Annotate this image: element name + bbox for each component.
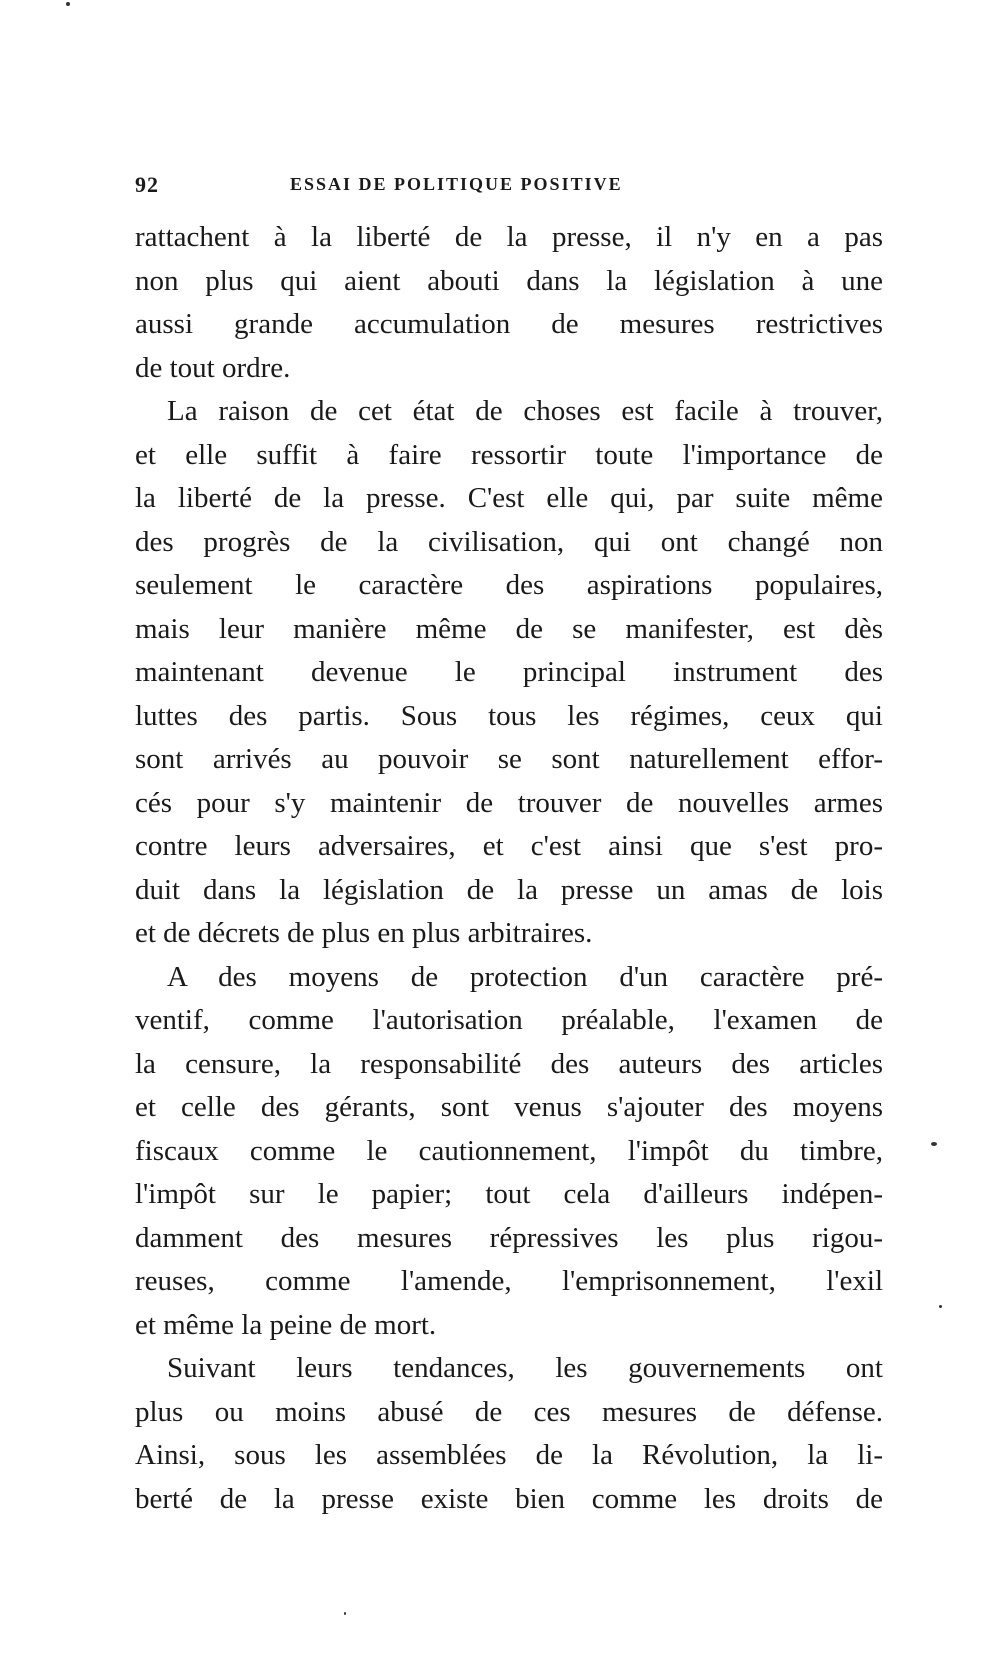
text-line: seulement le caractère des aspirations populaires, <box>135 569 883 601</box>
text-line: A des moyens de protection d'un caractère pré- <box>167 960 883 993</box>
text-line: et même la peine de mort. <box>135 1308 437 1341</box>
text-line: fiscaux comme le cautionnement, l'impôt du timbre, <box>135 1134 883 1167</box>
text-line: berté de la presse existe bien comme les droits de <box>135 1482 883 1515</box>
text-line: maintenant devenue le principal instrument des <box>135 656 883 688</box>
text-line: luttes des partis. Sous tous les régimes, ceux qui <box>135 699 883 732</box>
text-line: reuses, comme l'amende, l'emprisonnement, l'exil <box>135 1265 883 1297</box>
text-line: l'impôt sur le papier; tout cela d'ailleurs indépen- <box>135 1178 883 1210</box>
text-line: duit dans la législation de la presse un amas de lois <box>135 873 883 906</box>
running-head <box>135 172 875 202</box>
text-line: ventif, comme l'autorisation préalable, l'examen de <box>135 1004 883 1036</box>
text-line: La raison de cet état de choses est facile à trouver, <box>167 395 883 427</box>
scan-speck <box>344 1612 346 1615</box>
text-line: et de décrets de plus en plus arbitraires. <box>135 917 593 949</box>
text-line: cés pour s'y maintenir de trouver de nouvelles armes <box>135 786 883 819</box>
text-line: la liberté de la presse. C'est elle qui, par suite même <box>135 482 883 514</box>
text-line: non plus qui aient abouti dans la législation à une <box>135 264 883 297</box>
text-line: et celle des gérants, sont venus s'ajouter des moyens <box>135 1091 883 1123</box>
scan-speck <box>939 1305 942 1308</box>
text-line: Suivant leurs tendances, les gouvernements ont <box>167 1352 883 1384</box>
text-line: sont arrivés au pouvoir se sont naturellement effor- <box>135 743 883 775</box>
text-line: contre leurs adversaires, et c'est ainsi que s'est pro- <box>135 830 883 862</box>
text-line: rattachent à la liberté de la presse, il n'y en a pas <box>135 221 883 253</box>
body-text <box>135 216 883 1521</box>
page-number: 92 <box>135 172 159 197</box>
text-line: de tout ordre. <box>135 351 291 384</box>
text-line: damment des mesures répressives les plus rigou- <box>135 1221 883 1254</box>
running-title: ESSAI DE POLITIQUE POSITIVE <box>290 174 623 194</box>
text-line: plus ou moins abusé de ces mesures de défense. <box>135 1395 883 1428</box>
text-line: des progrès de la civilisation, qui ont changé non <box>135 525 883 558</box>
text-line: mais leur manière même de se manifester, est dès <box>135 612 883 645</box>
text-line: et elle suffit à faire ressortir toute l'importance de <box>135 438 883 471</box>
scan-speck <box>931 1142 937 1146</box>
text-line: la censure, la responsabilité des auteurs des articles <box>135 1047 883 1080</box>
scan-speck <box>66 2 70 6</box>
text-line: aussi grande accumulation de mesures restrictives <box>135 308 883 340</box>
text-line: Ainsi, sous les assemblées de la Révolution, la li- <box>135 1439 883 1471</box>
